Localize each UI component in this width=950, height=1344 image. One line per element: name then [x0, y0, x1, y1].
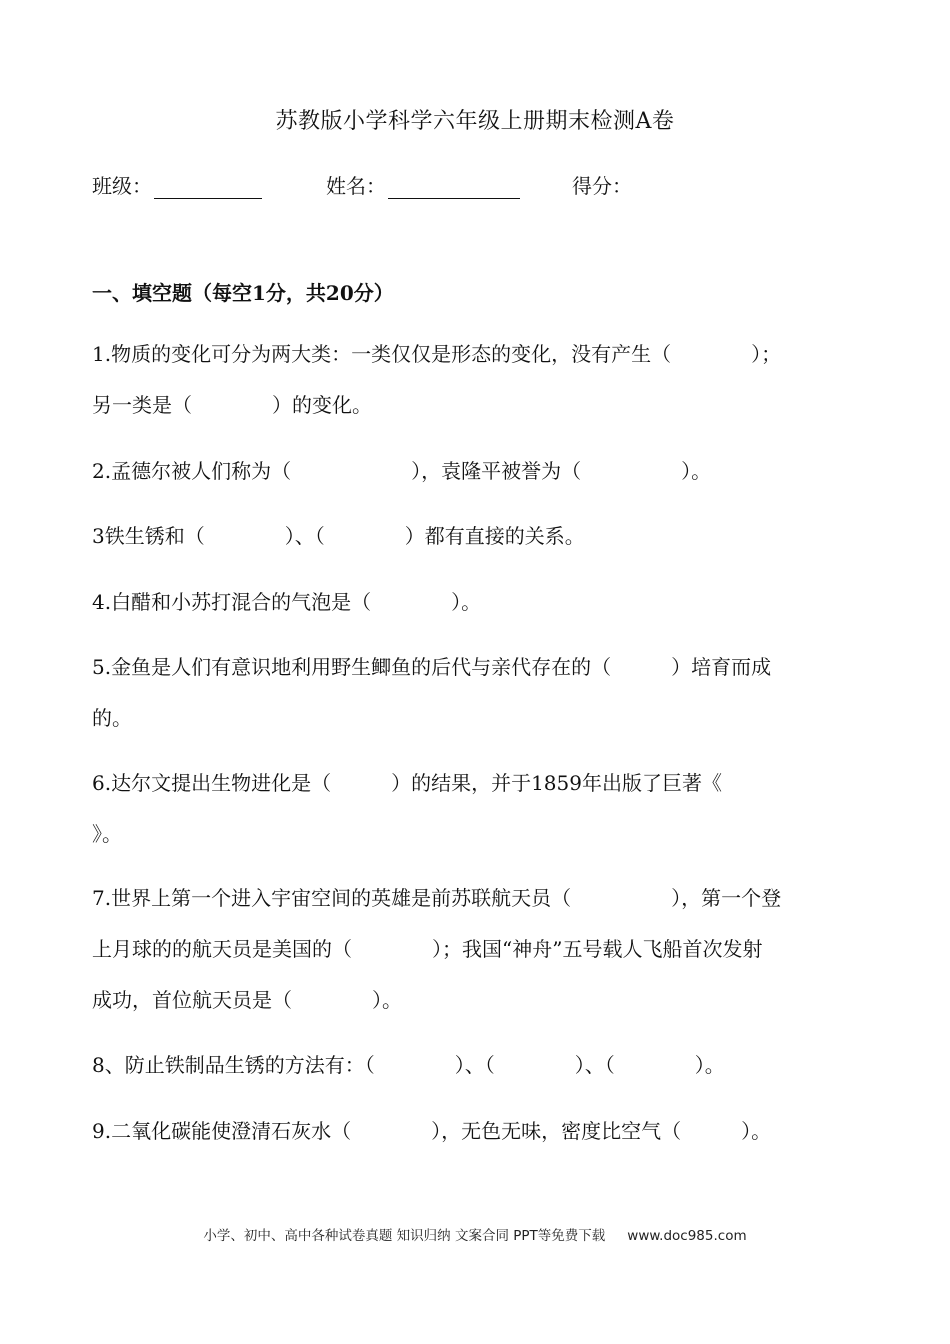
question-line: 另一类是（ ）的变化。	[92, 393, 372, 417]
question-line: 》。	[92, 822, 122, 846]
question-5	[92, 642, 862, 744]
question-line: 上月球的的航天员是美国的（ ）；我国“神舟”五号载人飞船首次发射	[92, 937, 763, 961]
question-2	[92, 446, 862, 497]
footer-text: 小学、初中、高中各种试卷真题 知识归纳 文案合同 PPT等免费下载	[203, 1228, 606, 1244]
question-line: 的。	[92, 706, 132, 730]
name-label: 姓名：	[326, 174, 386, 198]
question-4	[92, 577, 862, 628]
question-line: 4.白醋和小苏打混合的气泡是（ ）。	[92, 590, 482, 614]
question-line: 9.二氧化碳能使澄清石灰水（ ），无色无味，密度比空气（ ）。	[92, 1119, 772, 1143]
footer-url-link[interactable]: www.doc985.com	[627, 1228, 747, 1244]
question-6	[92, 758, 862, 860]
question-line: 1.物质的变化可分为两大类：一类仅仅是形态的变化，没有产生（ ）；	[92, 342, 782, 366]
question-line: 8、防止铁制品生锈的方法有：（ ）、（ ）、（ ）。	[92, 1053, 725, 1077]
page-title: 苏教版小学科学六年级上册期末检测A卷	[275, 109, 675, 134]
class-label: 班级：	[92, 174, 152, 198]
question-line: 6.达尔文提出生物进化是（ ）的结果，并于1859年出版了巨著《	[92, 771, 722, 795]
question-line: 7.世界上第一个进入宇宙空间的英雄是前苏联航天员（ ），第一个登	[92, 886, 782, 910]
question-line: 3铁生锈和（ ）、（ ）都有直接的关系。	[92, 524, 585, 548]
score-field	[572, 170, 632, 199]
class-blank-line[interactable]	[154, 172, 262, 199]
name-field	[326, 170, 520, 199]
question-1	[92, 329, 862, 431]
page-footer	[0, 1224, 950, 1244]
question-7	[92, 873, 862, 1026]
question-9	[92, 1106, 862, 1157]
question-line: 2.孟德尔被人们称为（ ），袁隆平被誉为（ ）。	[92, 459, 712, 483]
question-line: 5.金鱼是人们有意识地利用野生鲫鱼的后代与亲代存在的（ ）培育而成	[92, 655, 772, 679]
score-label: 得分：	[572, 174, 632, 198]
class-field	[92, 170, 262, 199]
question-3	[92, 511, 862, 562]
section-heading-fill-in: 一、填空题（每空1分，共20分）	[92, 281, 394, 305]
question-line: 成功，首位航天员是（ ）。	[92, 988, 402, 1012]
question-8	[92, 1040, 862, 1091]
name-blank-line[interactable]	[388, 172, 520, 199]
student-info-row	[92, 170, 872, 204]
